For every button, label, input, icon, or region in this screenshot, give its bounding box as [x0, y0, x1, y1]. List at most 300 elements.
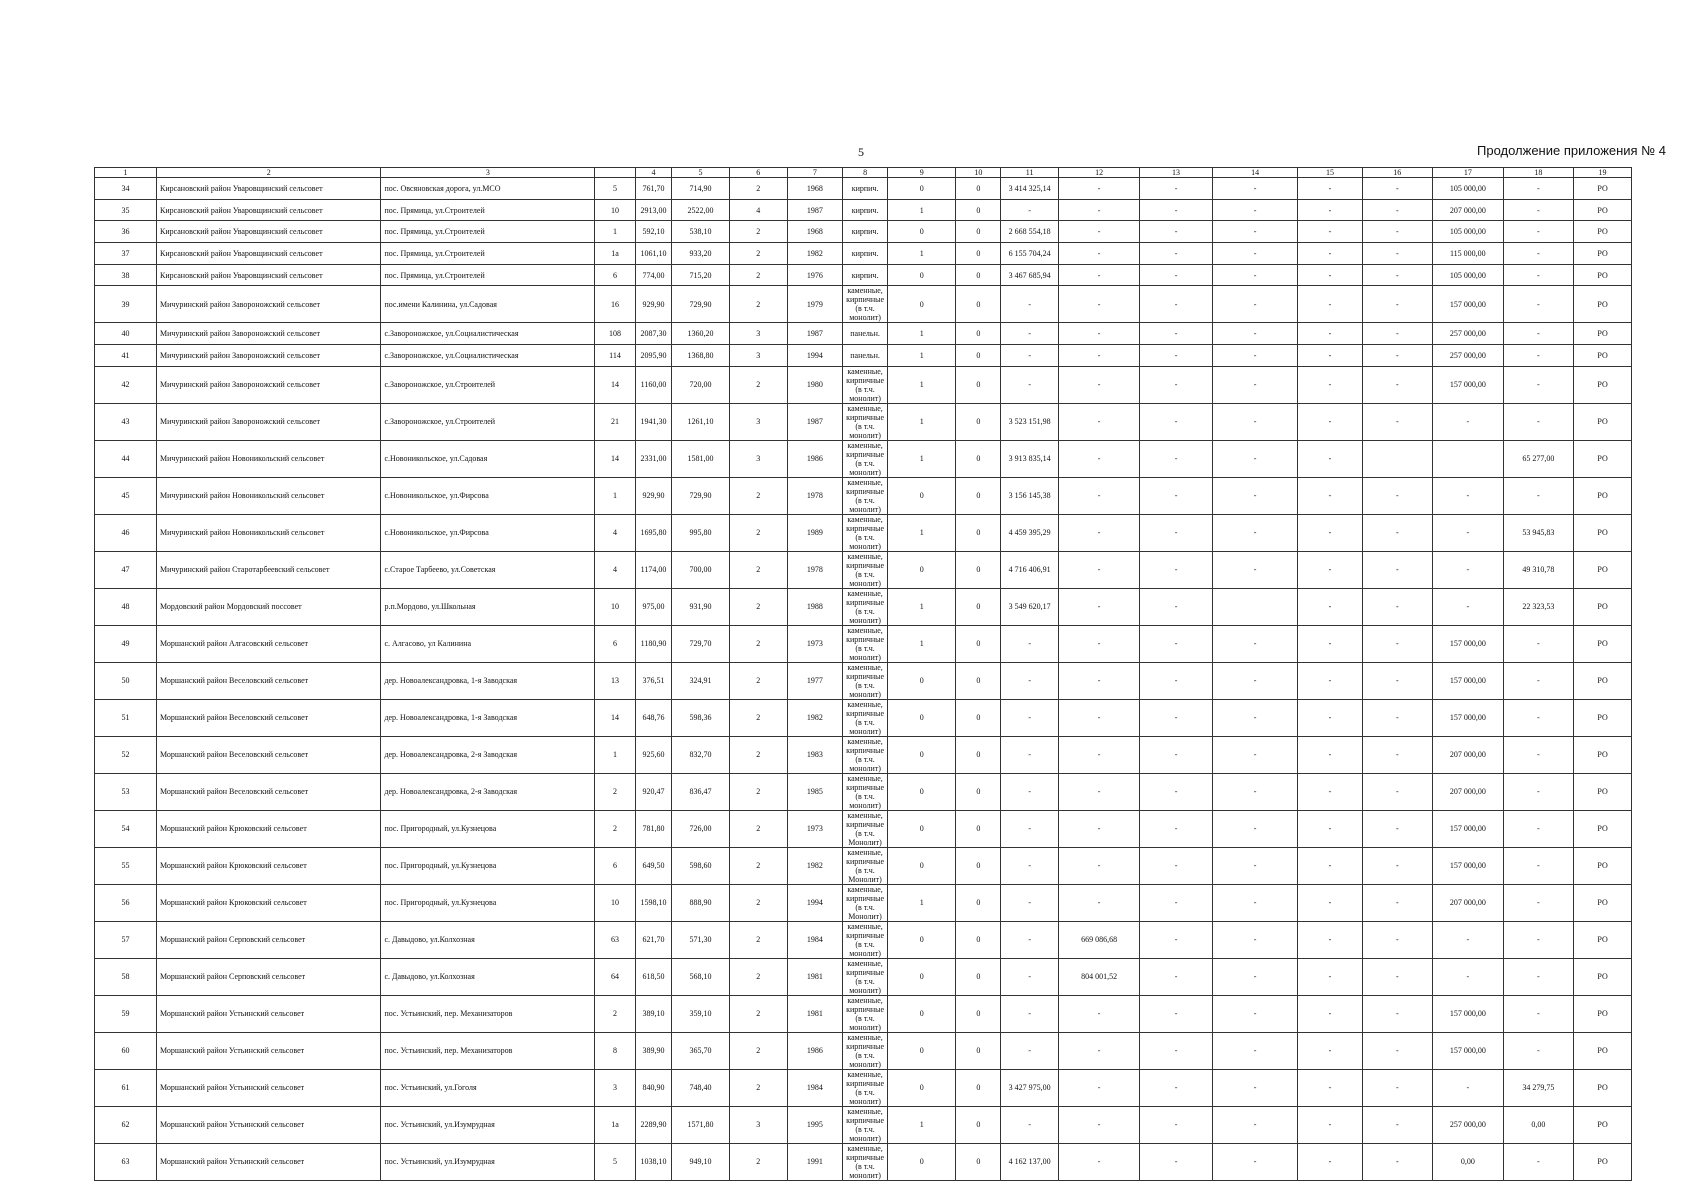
cell-year: 1968	[787, 178, 843, 200]
table-row	[95, 514, 1632, 551]
cell-wall: каменные, кирпичные (в т.ч. монолит)	[843, 440, 888, 477]
cell-f12: -	[1059, 286, 1140, 323]
cell-area2: 1368,80	[672, 345, 730, 367]
cell-f15: -	[1298, 1032, 1362, 1069]
cell-f19: РО	[1574, 477, 1632, 514]
cell-f18: -	[1503, 921, 1574, 958]
cell-f10: 0	[956, 699, 1001, 736]
cell-f16: -	[1362, 243, 1433, 265]
table-row	[95, 243, 1632, 265]
cell-f13: -	[1140, 588, 1213, 625]
cell-f9: 0	[888, 810, 956, 847]
cell-year: 1982	[787, 699, 843, 736]
cell-f18: -	[1503, 403, 1574, 440]
cell-f9: 1	[888, 199, 956, 221]
cell-f10: 0	[956, 662, 1001, 699]
cell-f19: РО	[1574, 995, 1632, 1032]
cell-wall: каменные, кирпичные (в т.ч. Монолит)	[843, 884, 888, 921]
cell-settlement: Мичуринский район Новоникольский сельсовет	[156, 440, 380, 477]
cell-f17: 207 000,00	[1433, 884, 1504, 921]
cell-f13: -	[1140, 1143, 1213, 1180]
cell-f14: -	[1212, 264, 1298, 286]
cell-num: 46	[95, 514, 157, 551]
cell-area2: 1581,00	[672, 440, 730, 477]
cell-wall: панельн.	[843, 323, 888, 345]
cell-f12: -	[1059, 440, 1140, 477]
cell-f19: РО	[1574, 323, 1632, 345]
cell-address: р.п.Мордово, ул.Школьная	[381, 588, 595, 625]
cell-f17: 207 000,00	[1433, 199, 1504, 221]
cell-f19: РО	[1574, 178, 1632, 200]
page-number: 5	[858, 145, 864, 159]
cell-f10: 0	[956, 588, 1001, 625]
cell-f13: -	[1140, 773, 1213, 810]
cell-f14: -	[1212, 178, 1298, 200]
cell-f18: -	[1503, 736, 1574, 773]
cell-floors: 2	[729, 773, 787, 810]
cell-wall: панельн.	[843, 345, 888, 367]
cell-f16: -	[1362, 995, 1433, 1032]
cell-wall: кирпич.	[843, 178, 888, 200]
cell-num: 62	[95, 1106, 157, 1143]
cell-area: 592,10	[635, 221, 671, 243]
cell-address: с.Завороножское, ул.Строителей	[381, 403, 595, 440]
cell-floors: 2	[729, 286, 787, 323]
cell-f12: -	[1059, 1143, 1140, 1180]
cell-settlement: Мичуринский район Завороножский сельсовет	[156, 366, 380, 403]
cell-area: 2095,90	[635, 345, 671, 367]
cell-year: 1995	[787, 1106, 843, 1143]
cell-f13: -	[1140, 199, 1213, 221]
cell-f13: -	[1140, 736, 1213, 773]
cell-f11: 3 523 151,98	[1001, 403, 1059, 440]
cell-f18: -	[1503, 178, 1574, 200]
cell-wall: каменные, кирпичные (в т.ч. монолит)	[843, 773, 888, 810]
cell-address: пос. Устьинский, ул.Гоголя	[381, 1069, 595, 1106]
cell-f14: -	[1212, 847, 1298, 884]
cell-f9: 1	[888, 323, 956, 345]
table-row	[95, 625, 1632, 662]
cell-settlement: Кирсановский район Уваровщинский сельсовет	[156, 264, 380, 286]
cell-f19: РО	[1574, 199, 1632, 221]
cell-f11: 2 668 554,18	[1001, 221, 1059, 243]
cell-area: 376,51	[635, 662, 671, 699]
cell-house: 1	[595, 477, 636, 514]
table-row	[95, 810, 1632, 847]
cell-f12: -	[1059, 810, 1140, 847]
cell-f9: 0	[888, 699, 956, 736]
cell-area2: 700,00	[672, 551, 730, 588]
cell-house: 14	[595, 699, 636, 736]
column-number-header: 3	[381, 168, 595, 178]
cell-f11: -	[1001, 286, 1059, 323]
cell-f11: -	[1001, 1032, 1059, 1069]
cell-f13: -	[1140, 440, 1213, 477]
cell-f14	[1212, 588, 1298, 625]
cell-f18: 22 323,53	[1503, 588, 1574, 625]
cell-house: 5	[595, 1143, 636, 1180]
cell-f10: 0	[956, 810, 1001, 847]
cell-f17: 257 000,00	[1433, 345, 1504, 367]
cell-f14: -	[1212, 323, 1298, 345]
cell-f9: 0	[888, 1143, 956, 1180]
cell-f14: -	[1212, 1032, 1298, 1069]
cell-f10: 0	[956, 847, 1001, 884]
cell-area: 2331,00	[635, 440, 671, 477]
cell-f9: 0	[888, 736, 956, 773]
cell-wall: кирпич.	[843, 264, 888, 286]
cell-year: 1982	[787, 847, 843, 884]
cell-area2: 729,90	[672, 477, 730, 514]
cell-house: 2	[595, 810, 636, 847]
cell-f9: 0	[888, 921, 956, 958]
cell-f13: -	[1140, 995, 1213, 1032]
cell-floors: 2	[729, 221, 787, 243]
cell-f15: -	[1298, 551, 1362, 588]
cell-floors: 2	[729, 178, 787, 200]
cell-f14: -	[1212, 1069, 1298, 1106]
cell-f15: -	[1298, 264, 1362, 286]
cell-year: 1986	[787, 440, 843, 477]
cell-f10: 0	[956, 1032, 1001, 1069]
cell-num: 59	[95, 995, 157, 1032]
cell-f16: -	[1362, 1143, 1433, 1180]
cell-area2: 365,70	[672, 1032, 730, 1069]
cell-f19: РО	[1574, 440, 1632, 477]
cell-wall: каменные, кирпичные (в т.ч. монолит)	[843, 1106, 888, 1143]
cell-area: 618,50	[635, 958, 671, 995]
cell-f13: -	[1140, 264, 1213, 286]
cell-f17: 0,00	[1433, 1143, 1504, 1180]
cell-f11: -	[1001, 847, 1059, 884]
cell-f12: -	[1059, 551, 1140, 588]
cell-year: 1988	[787, 588, 843, 625]
cell-year: 1982	[787, 243, 843, 265]
cell-f13: -	[1140, 243, 1213, 265]
cell-area: 389,90	[635, 1032, 671, 1069]
cell-f12: -	[1059, 847, 1140, 884]
cell-year: 1986	[787, 1032, 843, 1069]
cell-floors: 2	[729, 514, 787, 551]
cell-f14: -	[1212, 440, 1298, 477]
cell-f11: 4 162 137,00	[1001, 1143, 1059, 1180]
cell-f18: 49 310,78	[1503, 551, 1574, 588]
cell-settlement: Моршанский район Крюковский сельсовет	[156, 810, 380, 847]
cell-f16: -	[1362, 345, 1433, 367]
cell-f13: -	[1140, 958, 1213, 995]
cell-settlement: Моршанский район Устьинский сельсовет	[156, 1032, 380, 1069]
cell-address: пос. Прямица, ул.Строителей	[381, 264, 595, 286]
cell-f19: РО	[1574, 243, 1632, 265]
cell-address: дер. Новоалександровка, 1-я Заводская	[381, 699, 595, 736]
cell-f19: РО	[1574, 884, 1632, 921]
cell-f16: -	[1362, 1032, 1433, 1069]
cell-wall: каменные, кирпичные (в т.ч. монолит)	[843, 958, 888, 995]
cell-house: 114	[595, 345, 636, 367]
column-number-header: 12	[1059, 168, 1140, 178]
cell-house: 10	[595, 884, 636, 921]
cell-f17: 157 000,00	[1433, 810, 1504, 847]
cell-f13: -	[1140, 662, 1213, 699]
cell-num: 39	[95, 286, 157, 323]
cell-f12: -	[1059, 995, 1140, 1032]
cell-f13: -	[1140, 345, 1213, 367]
table-row	[95, 264, 1632, 286]
cell-settlement: Мичуринский район Завороножский сельсовет	[156, 345, 380, 367]
cell-f17: 157 000,00	[1433, 286, 1504, 323]
cell-year: 1978	[787, 477, 843, 514]
cell-f10: 0	[956, 736, 1001, 773]
cell-f15: -	[1298, 921, 1362, 958]
table-row	[95, 588, 1632, 625]
cell-f12: -	[1059, 1032, 1140, 1069]
cell-f15: -	[1298, 199, 1362, 221]
cell-f9: 1	[888, 514, 956, 551]
cell-f15: -	[1298, 286, 1362, 323]
cell-f18: -	[1503, 264, 1574, 286]
cell-f15: -	[1298, 221, 1362, 243]
cell-f16: -	[1362, 625, 1433, 662]
cell-f16: -	[1362, 221, 1433, 243]
cell-f14: -	[1212, 921, 1298, 958]
cell-f12: -	[1059, 221, 1140, 243]
cell-f9: 0	[888, 178, 956, 200]
cell-f10: 0	[956, 884, 1001, 921]
cell-f11: 3 549 620,17	[1001, 588, 1059, 625]
cell-f9: 0	[888, 477, 956, 514]
cell-f10: 0	[956, 1106, 1001, 1143]
cell-floors: 2	[729, 1143, 787, 1180]
cell-floors: 2	[729, 588, 787, 625]
cell-f12: -	[1059, 323, 1140, 345]
cell-num: 38	[95, 264, 157, 286]
cell-f17: 157 000,00	[1433, 995, 1504, 1032]
cell-f9: 1	[888, 625, 956, 662]
cell-house: 6	[595, 847, 636, 884]
cell-f16: -	[1362, 323, 1433, 345]
column-number-header: 17	[1433, 168, 1504, 178]
cell-address: пос. Устьинский, пер. Механизаторов	[381, 995, 595, 1032]
cell-f12: -	[1059, 699, 1140, 736]
column-number-header: 4	[635, 168, 671, 178]
cell-floors: 2	[729, 958, 787, 995]
cell-year: 1989	[787, 514, 843, 551]
cell-area2: 933,20	[672, 243, 730, 265]
cell-f9: 0	[888, 995, 956, 1032]
cell-f15: -	[1298, 699, 1362, 736]
cell-f11: -	[1001, 773, 1059, 810]
cell-floors: 2	[729, 921, 787, 958]
cell-f18: -	[1503, 286, 1574, 323]
cell-f11: -	[1001, 958, 1059, 995]
cell-f16: -	[1362, 736, 1433, 773]
cell-f13: -	[1140, 699, 1213, 736]
column-number-header: 16	[1362, 168, 1433, 178]
cell-area2: 2522,00	[672, 199, 730, 221]
cell-wall: каменные, кирпичные (в т.ч. монолит)	[843, 514, 888, 551]
cell-wall: каменные, кирпичные (в т.ч. монолит)	[843, 921, 888, 958]
cell-f13: -	[1140, 1032, 1213, 1069]
table-row	[95, 477, 1632, 514]
cell-address: с. Давыдово, ул.Колхозная	[381, 958, 595, 995]
cell-f17: 157 000,00	[1433, 366, 1504, 403]
cell-f18: -	[1503, 345, 1574, 367]
cell-area2: 1261,10	[672, 403, 730, 440]
cell-num: 57	[95, 921, 157, 958]
cell-f18: -	[1503, 221, 1574, 243]
cell-wall: каменные, кирпичные (в т.ч. монолит)	[843, 995, 888, 1032]
cell-f10: 0	[956, 178, 1001, 200]
cell-floors: 2	[729, 1032, 787, 1069]
cell-f9: 1	[888, 243, 956, 265]
cell-f13: -	[1140, 625, 1213, 662]
table-row	[95, 847, 1632, 884]
cell-f10: 0	[956, 773, 1001, 810]
cell-f12: -	[1059, 1106, 1140, 1143]
cell-f11: -	[1001, 699, 1059, 736]
cell-f9: 0	[888, 958, 956, 995]
table-row	[95, 1143, 1632, 1180]
cell-num: 61	[95, 1069, 157, 1106]
cell-f10: 0	[956, 366, 1001, 403]
cell-f14: -	[1212, 699, 1298, 736]
cell-floors: 2	[729, 847, 787, 884]
cell-year: 1984	[787, 921, 843, 958]
cell-house: 13	[595, 662, 636, 699]
column-number-header: 10	[956, 168, 1001, 178]
cell-wall: каменные, кирпичные (в т.ч. Монолит)	[843, 847, 888, 884]
cell-f11: -	[1001, 810, 1059, 847]
cell-area2: 836,47	[672, 773, 730, 810]
cell-floors: 2	[729, 699, 787, 736]
cell-num: 36	[95, 221, 157, 243]
cell-f19: РО	[1574, 810, 1632, 847]
cell-f10: 0	[956, 625, 1001, 662]
cell-f13: -	[1140, 1106, 1213, 1143]
cell-f11: 4 716 406,91	[1001, 551, 1059, 588]
cell-f14: -	[1212, 551, 1298, 588]
cell-f9: 0	[888, 286, 956, 323]
cell-f15: -	[1298, 323, 1362, 345]
cell-wall: каменные, кирпичные (в т.ч. монолит)	[843, 286, 888, 323]
cell-f10: 0	[956, 243, 1001, 265]
cell-f10: 0	[956, 403, 1001, 440]
cell-area2: 598,60	[672, 847, 730, 884]
cell-f13: -	[1140, 366, 1213, 403]
cell-address: пос. Прямица, ул.Строителей	[381, 199, 595, 221]
cell-f13: -	[1140, 810, 1213, 847]
cell-settlement: Мичуринский район Завороножский сельсовет	[156, 403, 380, 440]
cell-f17: 157 000,00	[1433, 847, 1504, 884]
column-number-header: 11	[1001, 168, 1059, 178]
cell-f12: -	[1059, 199, 1140, 221]
table-row	[95, 366, 1632, 403]
cell-house: 63	[595, 921, 636, 958]
column-number-header: 6	[729, 168, 787, 178]
cell-house: 1а	[595, 243, 636, 265]
cell-num: 47	[95, 551, 157, 588]
cell-f18: -	[1503, 699, 1574, 736]
cell-f13: -	[1140, 921, 1213, 958]
column-number-header: 13	[1140, 168, 1213, 178]
cell-f16: -	[1362, 477, 1433, 514]
cell-settlement: Моршанский район Алгасовский сельсовет	[156, 625, 380, 662]
cell-f10: 0	[956, 345, 1001, 367]
cell-f12: -	[1059, 514, 1140, 551]
cell-num: 48	[95, 588, 157, 625]
cell-f11: -	[1001, 884, 1059, 921]
cell-address: с.Завороножское, ул.Социалистическая	[381, 345, 595, 367]
cell-f11: 3 427 975,00	[1001, 1069, 1059, 1106]
cell-house: 4	[595, 514, 636, 551]
cell-f15: -	[1298, 345, 1362, 367]
cell-f10: 0	[956, 264, 1001, 286]
cell-floors: 2	[729, 884, 787, 921]
cell-settlement: Моршанский район Устьинский сельсовет	[156, 1143, 380, 1180]
cell-f18: -	[1503, 1143, 1574, 1180]
cell-f15: -	[1298, 884, 1362, 921]
cell-num: 43	[95, 403, 157, 440]
cell-settlement: Моршанский район Устьинский сельсовет	[156, 995, 380, 1032]
cell-area2: 726,00	[672, 810, 730, 847]
table-row	[95, 551, 1632, 588]
cell-f16: -	[1362, 847, 1433, 884]
cell-f9: 1	[888, 1106, 956, 1143]
cell-f15: -	[1298, 995, 1362, 1032]
cell-house: 3	[595, 1069, 636, 1106]
cell-f19: РО	[1574, 1069, 1632, 1106]
cell-num: 41	[95, 345, 157, 367]
cell-num: 45	[95, 477, 157, 514]
cell-num: 34	[95, 178, 157, 200]
cell-f16: -	[1362, 921, 1433, 958]
cell-f10: 0	[956, 221, 1001, 243]
cell-f17: -	[1433, 1069, 1504, 1106]
cell-f16: -	[1362, 884, 1433, 921]
cell-wall: каменные, кирпичные (в т.ч. монолит)	[843, 1032, 888, 1069]
cell-num: 60	[95, 1032, 157, 1069]
cell-house: 1	[595, 736, 636, 773]
cell-area: 2289,90	[635, 1106, 671, 1143]
cell-f16: -	[1362, 514, 1433, 551]
cell-f11: -	[1001, 662, 1059, 699]
cell-num: 54	[95, 810, 157, 847]
cell-settlement: Моршанский район Веселовский сельсовет	[156, 773, 380, 810]
cell-f9: 0	[888, 551, 956, 588]
cell-f16: -	[1362, 286, 1433, 323]
table-row	[95, 921, 1632, 958]
cell-address: с.Завороножское, ул.Социалистическая	[381, 323, 595, 345]
column-number-header: 1	[95, 168, 157, 178]
cell-f9: 1	[888, 440, 956, 477]
table-row	[95, 1032, 1632, 1069]
table-row	[95, 286, 1632, 323]
cell-f17: 105 000,00	[1433, 264, 1504, 286]
cell-year: 1985	[787, 773, 843, 810]
column-number-header: 15	[1298, 168, 1362, 178]
cell-f18: 34 279,75	[1503, 1069, 1574, 1106]
cell-f19: РО	[1574, 736, 1632, 773]
cell-year: 1973	[787, 625, 843, 662]
cell-f18: -	[1503, 810, 1574, 847]
cell-f15: -	[1298, 810, 1362, 847]
cell-area2: 568,10	[672, 958, 730, 995]
cell-floors: 2	[729, 477, 787, 514]
cell-wall: каменные, кирпичные (в т.ч. Монолит)	[843, 810, 888, 847]
cell-f14: -	[1212, 884, 1298, 921]
column-number-header: 19	[1574, 168, 1632, 178]
cell-f16: -	[1362, 662, 1433, 699]
